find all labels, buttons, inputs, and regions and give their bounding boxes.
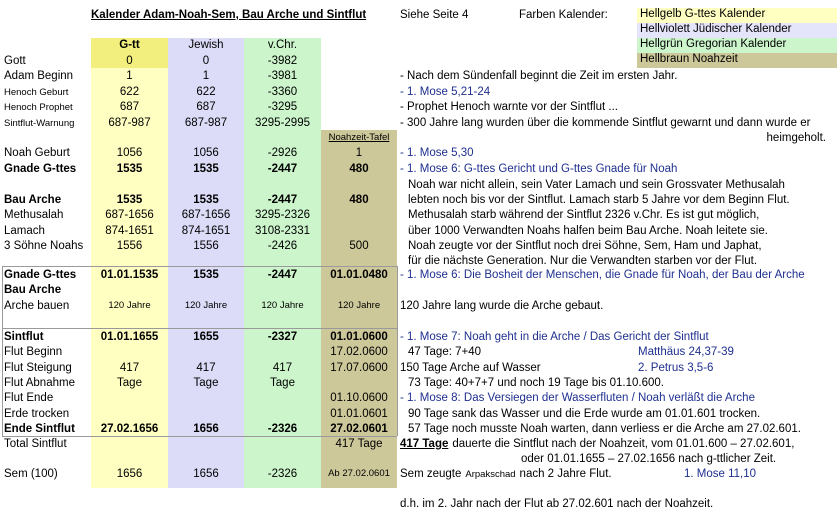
row-note: 47 Tage: 7+40 bbox=[408, 346, 482, 358]
row-label: Sem (100) bbox=[4, 468, 58, 480]
row-label: Sintflut-Warnung bbox=[4, 118, 75, 129]
cell-gtt: 27.02.1656 bbox=[100, 423, 159, 435]
cell-gtt: 417 bbox=[119, 362, 140, 374]
row-note: 120 Jahre lang wurde die Arche gebaut. bbox=[400, 300, 604, 312]
cell-jewish: 1056 bbox=[193, 147, 219, 159]
row-label: Sintflut bbox=[4, 331, 44, 343]
cell-jewish: 1656 bbox=[193, 423, 219, 435]
group-border bbox=[2, 266, 397, 267]
cell-jewish: 622 bbox=[196, 86, 216, 98]
cell-noah: 27.02.0601 bbox=[330, 423, 388, 435]
cell-jewish: 687 bbox=[196, 101, 216, 113]
cell-vchr: 120 Jahre bbox=[261, 300, 304, 311]
legend-item-gregorian bbox=[637, 38, 837, 53]
header-gtt: G-tt bbox=[119, 39, 140, 51]
row-label: Flut Steigung bbox=[4, 362, 72, 374]
note-name: Arpakschad bbox=[465, 469, 516, 480]
row-label: Gnade G-ttes bbox=[4, 163, 77, 175]
row-note: - 1. Mose 7: Noah geht in die Arche / Das Gericht der Sintflut bbox=[400, 331, 709, 343]
cell-jewish: 417 bbox=[196, 362, 216, 374]
header-noah: Noahzeit-Tafel bbox=[328, 132, 390, 143]
cell-vchr: 3295-2326 bbox=[255, 209, 310, 221]
row-note: 90 Tage sank das Wasser und die Erde wurde am 01.01.601 trocken. bbox=[408, 408, 761, 420]
cell-vchr: -2327 bbox=[267, 331, 298, 343]
cell-gtt: 0 bbox=[126, 55, 133, 67]
row-label: Erde trocken bbox=[4, 408, 70, 420]
row-note: 57 Tage noch musste Noah warten, dann verliess er die Arche am 27.02.601. bbox=[408, 423, 801, 435]
note-emphasis: 417 Tage bbox=[400, 438, 449, 450]
row-note: Noah zeugte vor der Sintflut noch drei Söhne, Sem, Ham und Japhat, bbox=[408, 240, 762, 252]
cell-vchr: -2447 bbox=[267, 194, 298, 206]
row-label: Henoch Geburt bbox=[4, 87, 69, 98]
legend-label: Hellviolett Jüdischer Kalender bbox=[640, 23, 792, 35]
cell-jewish: 1556 bbox=[193, 240, 219, 252]
note-text: dauerte die Sintflut nach der Noahzeit, vom 01.01.600 – 27.02.601, bbox=[452, 438, 795, 450]
row-note: - 1. Mose 6: G-ttes Gericht und G-ttes Gnade für Noah bbox=[400, 163, 678, 175]
row-note: - 300 Jahre lang wurden über die kommende Sintflut gewarnt und dann wurde er bbox=[400, 117, 811, 129]
row-note: - 1. Mose 8: Das Versiegen der Wasserfluten / Noah verläßt die Arche bbox=[400, 392, 755, 404]
cell-noah: 480 bbox=[349, 194, 369, 206]
row-note: für die nächste Generation. Nur die Verwandten starben vor der Flut. bbox=[408, 255, 758, 267]
row-label: Adam Beginn bbox=[4, 70, 74, 82]
cell-noah: 1 bbox=[355, 147, 363, 159]
row-label: Methusalah bbox=[4, 209, 64, 221]
row-label: Arche bauen bbox=[4, 300, 70, 312]
cell-noah: 01.01.0601 bbox=[330, 408, 388, 420]
legend-item-jewish bbox=[637, 23, 837, 38]
cell-noah: 01.10.0600 bbox=[330, 392, 388, 404]
cell-gtt: 622 bbox=[119, 86, 140, 98]
cell-gtt: 687-1656 bbox=[105, 209, 154, 221]
cell-vchr: 417 bbox=[272, 362, 293, 374]
row-label: Flut Beginn bbox=[4, 346, 63, 358]
group-border bbox=[2, 436, 397, 437]
cell-vchr: -2926 bbox=[267, 147, 298, 159]
row-note: heimgeholt. bbox=[766, 132, 826, 144]
cell-vchr: -3295 bbox=[267, 101, 298, 113]
cell-gtt: 874-1651 bbox=[105, 225, 154, 237]
cell-gtt: 1656 bbox=[116, 468, 143, 480]
cell-gtt: 01.01.1655 bbox=[100, 331, 159, 343]
cell-jewish: 874-1651 bbox=[181, 225, 231, 237]
row-note: über 1000 Verwandten Noahs halfen beim Bau Arche. Noah leitete sie. bbox=[408, 225, 768, 237]
row-note: - Nach dem Sündenfall beginnt die Zeit im ersten Jahr. bbox=[400, 70, 678, 82]
cell-vchr: -3360 bbox=[267, 86, 298, 98]
cell-vchr: 3295-2995 bbox=[255, 117, 310, 129]
cell-jewish: 1656 bbox=[193, 468, 219, 480]
cell-noah: 417 Tage bbox=[335, 438, 383, 450]
cell-gtt: 687 bbox=[119, 101, 140, 113]
cell-jewish: 687-987 bbox=[184, 117, 228, 129]
cell-jewish: 1 bbox=[202, 70, 210, 82]
cell-vchr: -3981 bbox=[267, 70, 298, 82]
cell-vchr: Tage bbox=[270, 377, 295, 389]
row-note: - 1. Mose 5,30 bbox=[400, 147, 474, 159]
cell-noah: 17.02.0600 bbox=[330, 346, 388, 358]
row-note: Noah war nicht allein, sein Vater Lamach und sein Grossvater Methusalah bbox=[408, 179, 785, 191]
row-label: Ende Sintflut bbox=[4, 423, 75, 435]
row-label: Henoch Prophet bbox=[4, 102, 73, 113]
bible-reference: Matthäus 24,37-39 bbox=[638, 346, 734, 358]
see-page-note: Siehe Seite 4 bbox=[400, 9, 469, 21]
cell-gtt: 01.01.1535 bbox=[100, 269, 159, 281]
legend-title: Farben Kalender: bbox=[519, 9, 608, 21]
bible-reference: 1. Mose 11,10 bbox=[684, 468, 757, 480]
note-text: nach 2 Jahre Flut. bbox=[519, 468, 612, 480]
cell-noah: 17.07.0600 bbox=[330, 362, 388, 374]
cell-jewish: 1535 bbox=[193, 163, 219, 175]
cell-noah: 480 bbox=[349, 163, 369, 175]
group-border bbox=[397, 266, 398, 436]
cell-gtt: 1056 bbox=[116, 147, 143, 159]
row-note bbox=[400, 468, 612, 480]
row-label: Bau Arche bbox=[4, 284, 62, 296]
group-border bbox=[2, 328, 397, 329]
legend-item-gtt bbox=[637, 8, 837, 23]
cell-noah: 01.01.0480 bbox=[330, 269, 388, 281]
cell-jewish: 120 Jahre bbox=[184, 300, 228, 311]
cell-vchr: -3982 bbox=[267, 55, 298, 67]
cell-vchr: 3108-2331 bbox=[255, 225, 310, 237]
row-note: - 1. Mose 6: Die Bosheit der Menschen, die Gnade für Noah, der Bau der Arche bbox=[400, 269, 805, 281]
row-label: Gott bbox=[4, 55, 26, 67]
row-label: Gnade G-ttes bbox=[4, 269, 77, 281]
row-note: 150 Tage Arche auf Wasser bbox=[400, 362, 541, 374]
row-label: Lamach bbox=[4, 225, 45, 237]
cell-jewish: 0 bbox=[202, 55, 210, 67]
group-border bbox=[2, 266, 3, 436]
cell-gtt: 120 Jahre bbox=[108, 300, 151, 311]
row-label: Flut Abnahme bbox=[4, 377, 75, 389]
row-note: lebten noch bis vor der Sintflut. Lamach starb 5 Jahre vor dem Beginn Flut. bbox=[408, 194, 790, 206]
page-title: Kalender Adam-Noah-Sem, Bau Arche und Sintflut bbox=[91, 9, 367, 21]
row-note: - Prophet Henoch warnte vor der Sintflut ... bbox=[400, 101, 618, 113]
cell-noah: Ab 27.02.0601 bbox=[328, 468, 390, 479]
cell-gtt: 1556 bbox=[116, 240, 143, 252]
row-label: Bau Arche bbox=[4, 194, 62, 206]
row-note bbox=[400, 438, 794, 450]
row-label: Flut Ende bbox=[4, 392, 54, 404]
row-note: oder 01.01.1655 – 27.02.1656 nach g-ttlicher Zeit. bbox=[521, 453, 777, 465]
row-note: d.h. im 2. Jahr nach der Flut ab 27.02.601 nach der Noahzeit. bbox=[400, 498, 714, 510]
legend-label: Hellbraun Noahzeit bbox=[640, 53, 738, 65]
cell-gtt: 1535 bbox=[116, 194, 143, 206]
legend-label: Hellgelb G-ttes Kalender bbox=[640, 8, 766, 20]
cell-jewish: 687-1656 bbox=[181, 209, 231, 221]
header-vchr: v.Chr. bbox=[267, 39, 298, 51]
cell-noah: 500 bbox=[349, 240, 369, 252]
cell-vchr: -2426 bbox=[267, 240, 298, 252]
cell-noah: 120 Jahre bbox=[337, 300, 381, 311]
legend-label: Hellgrün Gregorian Kalender bbox=[640, 38, 787, 50]
bible-reference: 2. Petrus 3,5-6 bbox=[638, 362, 714, 374]
row-note: 73 Tage: 40+7+7 und noch 19 Tage bis 01.10.600. bbox=[408, 377, 664, 389]
cell-gtt: 687-987 bbox=[108, 117, 151, 129]
cell-jewish: 1535 bbox=[193, 269, 219, 281]
cell-noah: 01.01.0600 bbox=[330, 331, 388, 343]
row-label: 3 Söhne Noahs bbox=[4, 240, 84, 252]
row-label: Noah Geburt bbox=[4, 147, 70, 159]
cell-vchr: -2447 bbox=[267, 163, 298, 175]
legend-item-noah bbox=[637, 53, 837, 68]
cell-gtt: Tage bbox=[117, 377, 142, 389]
cell-vchr: -2326 bbox=[267, 468, 298, 480]
row-note: Methusalah starb während der Sintflut 2326 v.Chr. Es ist gut möglich, bbox=[408, 209, 760, 221]
cell-gtt: 1535 bbox=[116, 163, 143, 175]
row-label: Total Sintflut bbox=[4, 438, 67, 450]
cell-vchr: -2326 bbox=[267, 423, 298, 435]
cell-gtt: 1 bbox=[126, 70, 133, 82]
cell-jewish: Tage bbox=[193, 377, 219, 389]
cell-vchr: -2447 bbox=[267, 269, 298, 281]
cell-jewish: 1655 bbox=[193, 331, 219, 343]
note-text: Sem zeugte bbox=[400, 468, 462, 480]
header-jewish: Jewish bbox=[188, 39, 224, 51]
row-note: - 1. Mose 5,21-24 bbox=[400, 86, 491, 98]
cell-jewish: 1535 bbox=[193, 194, 219, 206]
